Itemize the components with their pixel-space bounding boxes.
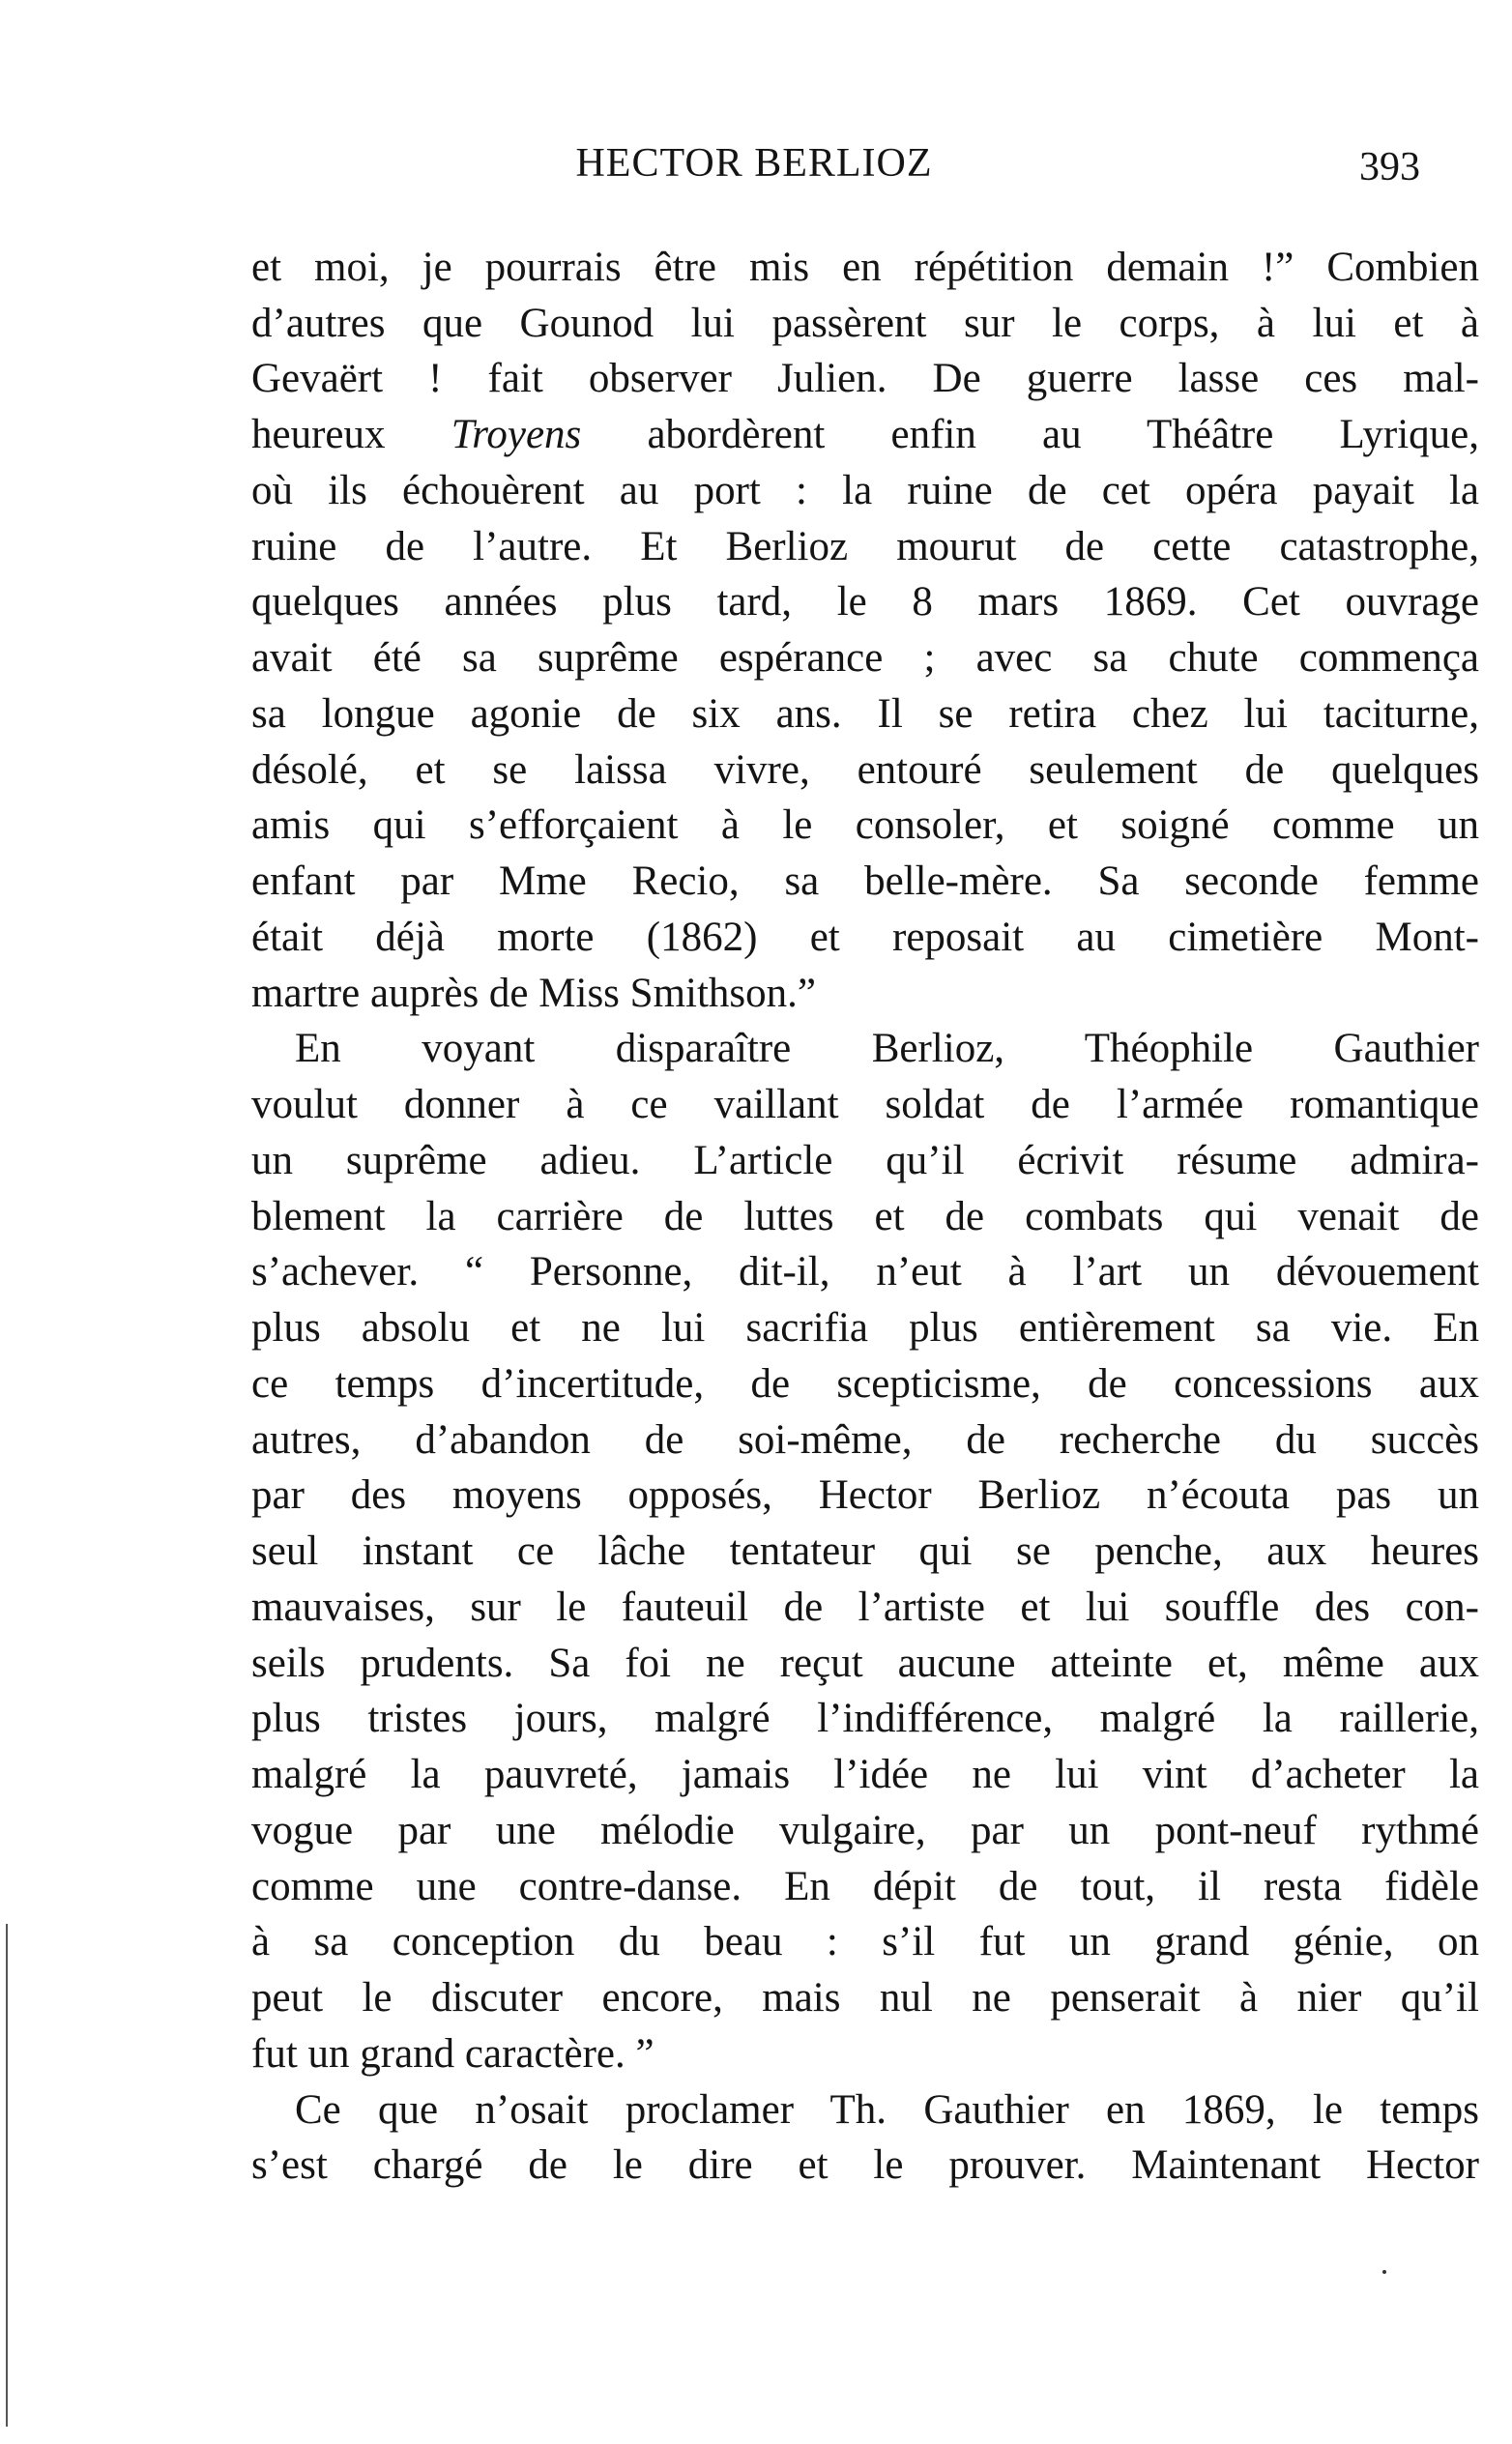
running-title: HECTOR BERLIOZ [575, 141, 933, 186]
text-line: où ils échouèrent au port : la ruine de cet opéra payait la [251, 468, 1479, 513]
text-line: malgré la pauvreté, jamais l’idée ne lui vint d’acheter la [251, 1752, 1479, 1797]
text-line: En voyant disparaître Berlioz, Théophile Gauthier [295, 1026, 1479, 1071]
text-line: enfant par Mme Recio, sa belle-mère. Sa seconde femme [251, 858, 1479, 904]
text-line: martre auprès de Miss Smithson.” [251, 971, 816, 1016]
print-speck [1382, 2270, 1386, 2274]
text-line: plus tristes jours, malgré l’indifférence, malgré la raillerie, [251, 1696, 1479, 1741]
text-line: seul instant ce lâche tentateur qui se penche, aux heures [251, 1528, 1479, 1574]
italic-title-troyens: Troyens [451, 412, 582, 457]
text-line: comme une contre-danse. En dépit de tout, il resta fidèle [251, 1864, 1479, 1909]
text-line: était déjà morte (1862) et reposait au cimetière Mont- [251, 915, 1479, 960]
text-line: ruine de l’autre. Et Berlioz mourut de cette catastrophe, [251, 524, 1479, 569]
text-line: par des moyens opposés, Hector Berlioz n’écouta pas un [251, 1472, 1479, 1518]
text-fragment: abordèrent enfin au Théâtre Lyrique, [581, 412, 1479, 457]
scan-edge-mark [6, 1924, 8, 2427]
text-line: peut le discuter encore, mais nul ne penserait à nier qu’il [251, 1975, 1479, 2021]
text-line: plus absolu et ne lui sacrifia plus entièrement sa vie. En [251, 1305, 1479, 1351]
text-line: d’autres que Gounod lui passèrent sur le corps, à lui et à [251, 301, 1479, 346]
text-line: s’achever. “ Personne, dit-il, n’eut à l’art un dévouement [251, 1249, 1479, 1295]
text-line: amis qui s’efforçaient à le consoler, et soigné comme un [251, 802, 1479, 848]
text-line: mauvaises, sur le fauteuil de l’artiste et lui souffle des con- [251, 1585, 1479, 1630]
page-number: 393 [1359, 145, 1420, 189]
text-line: vogue par une mélodie vulgaire, par un pont-neuf rythmé [251, 1808, 1479, 1853]
text-line: désolé, et se laissa vivre, entouré seulement de quelques [251, 747, 1479, 793]
text-line: Gevaërt ! fait observer Julien. De guerre lasse ces mal- [251, 356, 1479, 401]
text-line: blement la carrière de luttes et de combats qui venait de [251, 1194, 1479, 1239]
text-line: avait été sa suprême espérance ; avec sa chute commença [251, 635, 1479, 681]
text-line: seils prudents. Sa foi ne reçut aucune atteinte et, même aux [251, 1641, 1479, 1686]
text-line: sa longue agonie de six ans. Il se retira chez lui taciturne, [251, 691, 1479, 737]
text-line: à sa conception du beau : s’il fut un grand génie, on [251, 1919, 1479, 1964]
text-line: et moi, je pourrais être mis en répétition demain !” Combien [251, 245, 1479, 290]
text-line: voulut donner à ce vaillant soldat de l’armée romantique [251, 1082, 1479, 1127]
text-line: fut un grand caractère. ” [251, 2031, 654, 2077]
text-fragment: heureux [251, 412, 451, 457]
text-line: quelques années plus tard, le 8 mars 1869. Cet ouvrage [251, 579, 1479, 625]
text-line: autres, d’abandon de soi-même, de recherche du succès [251, 1417, 1479, 1463]
text-line: Ce que n’osait proclamer Th. Gauthier en 1869, le temps [295, 2087, 1479, 2133]
text-line: s’est chargé de le dire et le prouver. Maintenant Hector [251, 2142, 1479, 2188]
text-line [251, 414, 1479, 455]
text-line: un suprême adieu. L’article qu’il écrivit résume admira- [251, 1138, 1479, 1183]
text-line: ce temps d’incertitude, de scepticisme, de concessions aux [251, 1361, 1479, 1407]
